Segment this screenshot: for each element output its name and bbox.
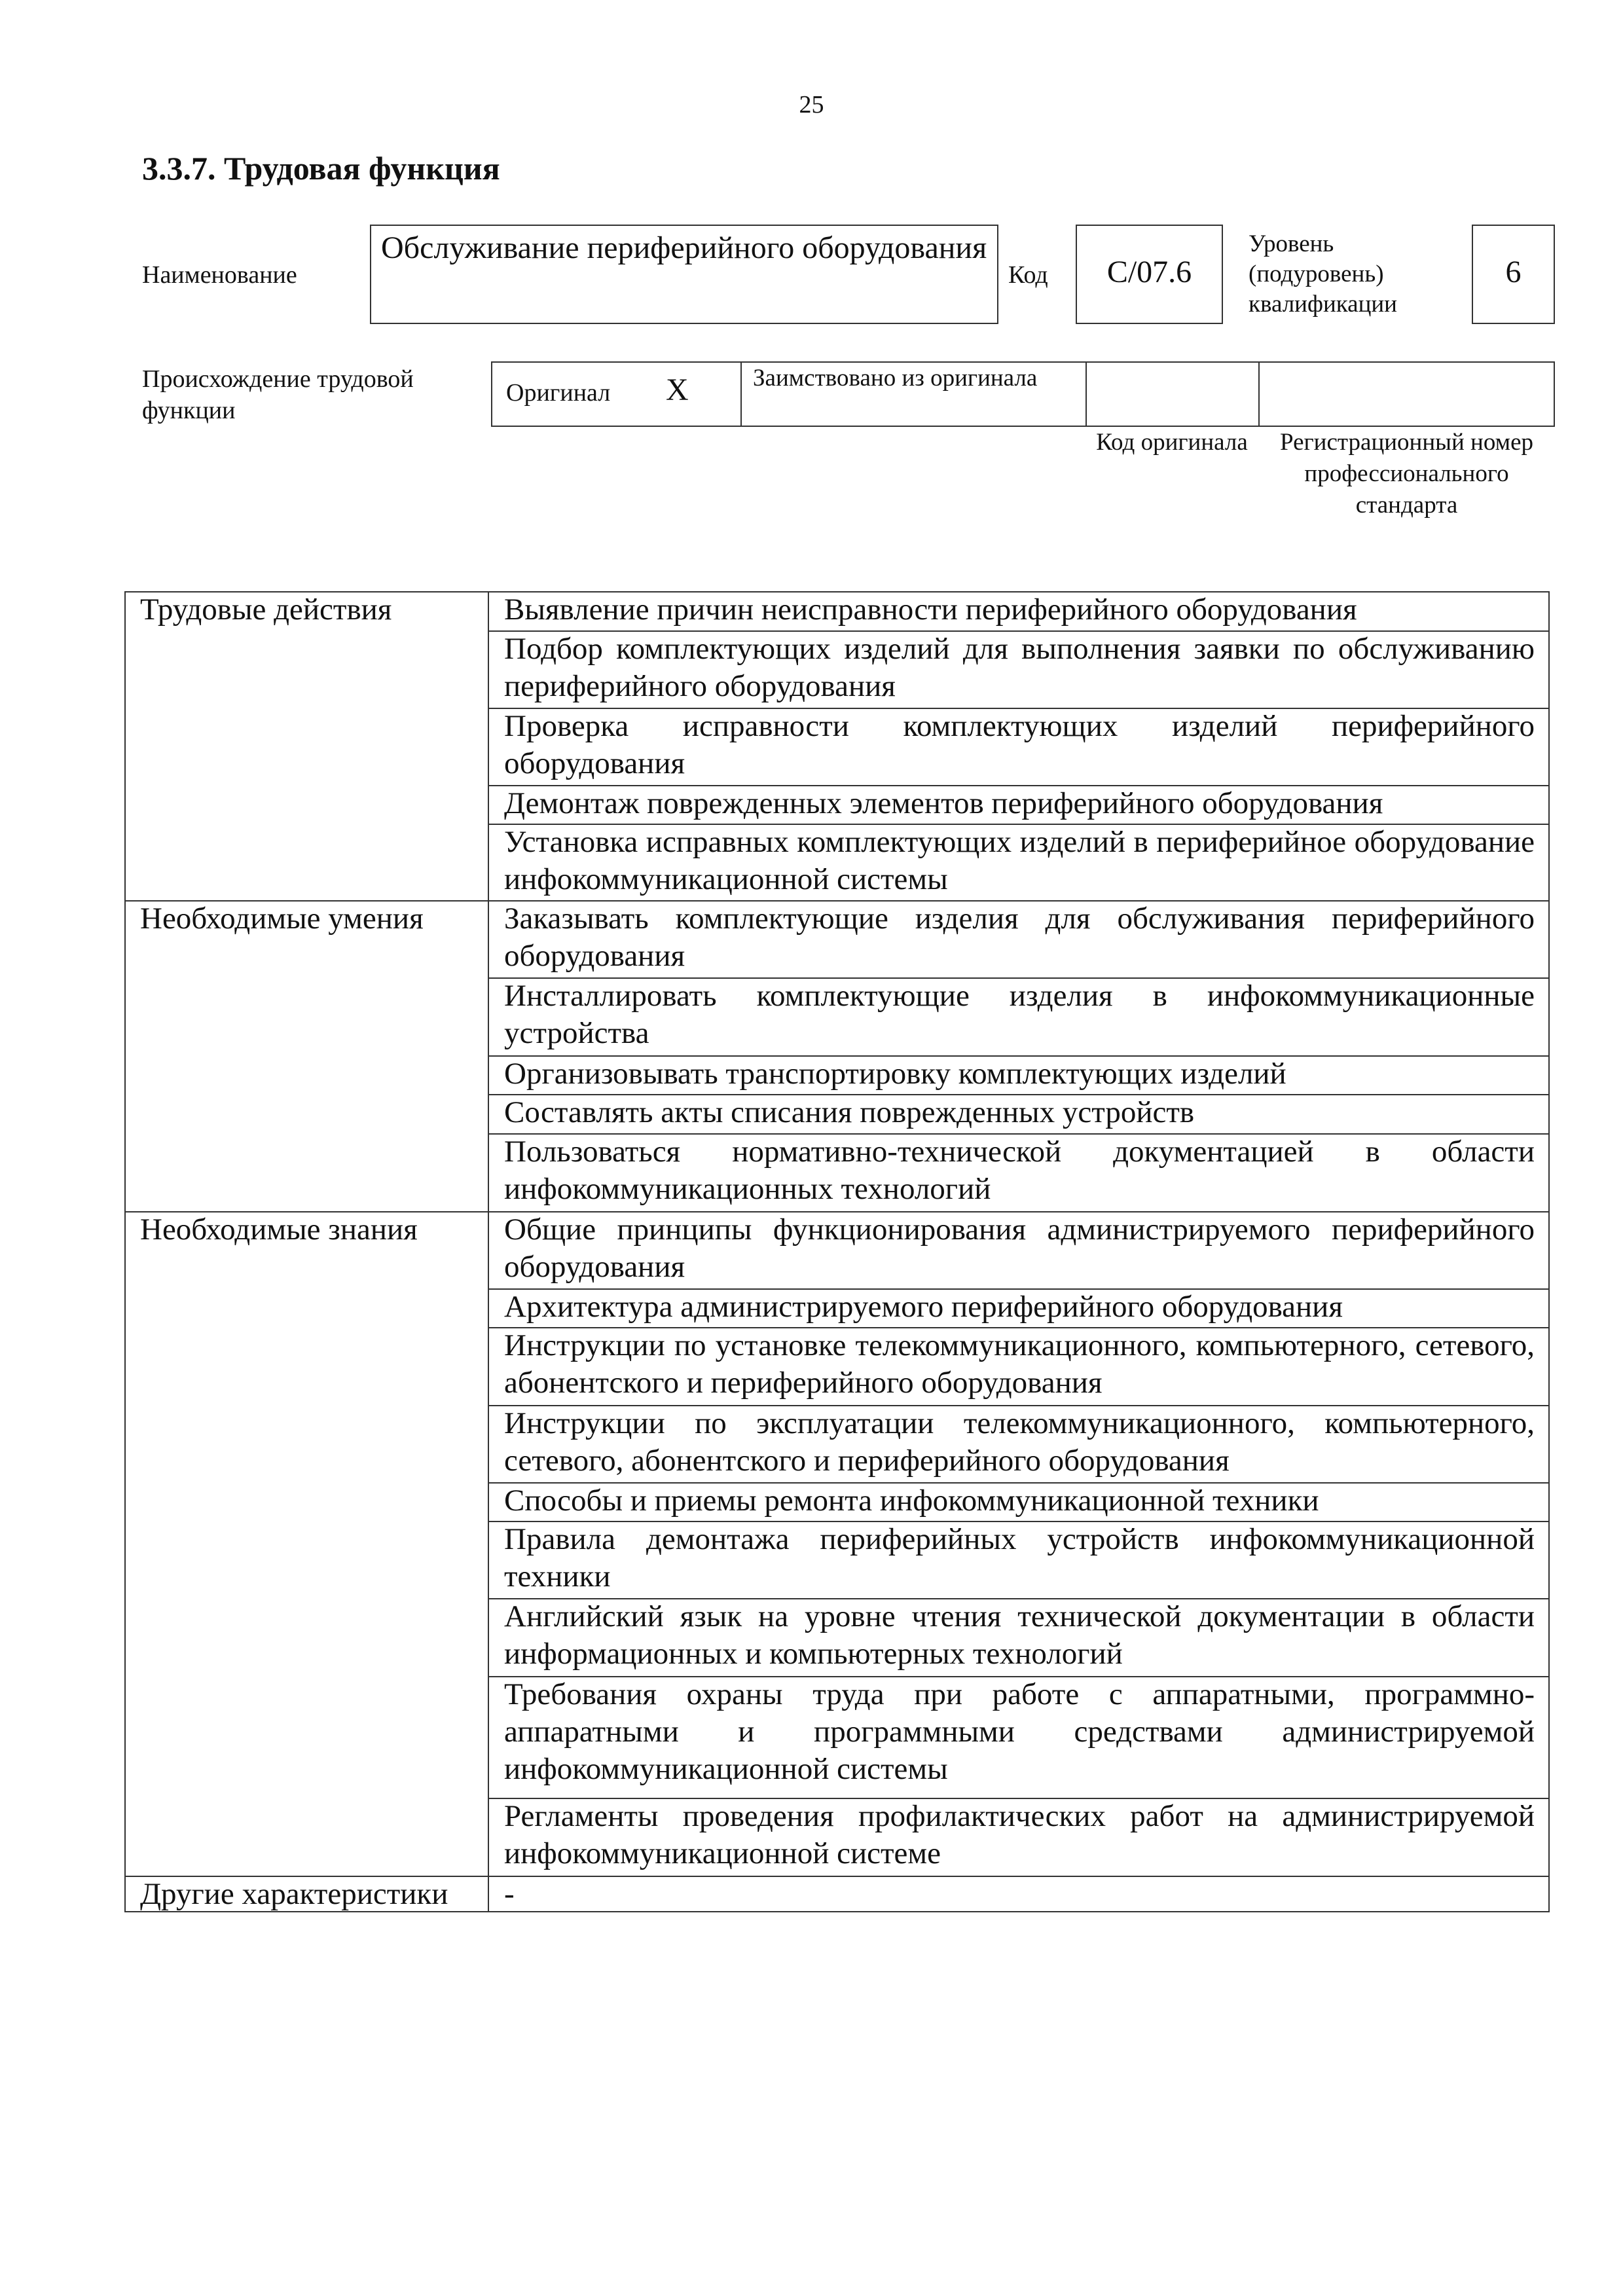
labor-action-item: Демонтаж поврежденных элементов периферийного оборудования: [504, 786, 1383, 820]
origin-divider: [740, 361, 742, 427]
knowledge-item: Требования охраны труда при работе с аппаратными, программно-аппаратными и программными средствами администрируемой инфокоммуникационной системы: [504, 1677, 1535, 1786]
code-value: C/07.6: [1106, 255, 1192, 289]
code-label: Код: [1008, 261, 1048, 289]
labor-actions-title: Трудовые действия: [140, 592, 392, 627]
knowledge-item: Архитектура администрируемого периферийного оборудования: [504, 1290, 1343, 1324]
skill-item: Заказывать комплектующие изделия для обслуживания периферийного оборудования: [504, 902, 1535, 973]
labor-action-item: Выявление причин неисправности периферийного оборудования: [504, 592, 1357, 627]
knowledge-title: Необходимые знания: [140, 1212, 418, 1247]
knowledge-item: Регламенты проведения профилактических работ на администрируемой инфокоммуникационной системе: [504, 1799, 1535, 1870]
skill-item: Составлять акты списания поврежденных устройств: [504, 1095, 1195, 1129]
knowledge-item: Общие принципы функционирования администрируемого периферийного оборудования: [504, 1212, 1535, 1284]
reg-number-label: Регистрационный номер профессионального стандарта: [1279, 429, 1533, 519]
labor-action-item: Проверка исправности комплектующих изделий периферийного оборудования: [504, 709, 1535, 780]
skill-item: Инсталлировать комплектующие изделия в инфокоммуникационные устройства: [504, 979, 1535, 1050]
name-label: Наименование: [142, 261, 297, 289]
labor-action-item: Установка исправных комплектующих изделий в периферийное оборудование инфокоммуникационной системы: [504, 825, 1535, 896]
skills-title: Необходимые умения: [140, 902, 424, 936]
origin-original-mark: X: [666, 373, 689, 407]
origin-label: Происхождение трудовой функции: [142, 365, 414, 424]
origin-divider: [1085, 361, 1087, 427]
page-number: 25: [799, 91, 824, 118]
origin-borrowed-label: Заимствовано из оригинала: [753, 365, 1038, 392]
other-value: -: [504, 1877, 515, 1911]
knowledge-item: Английский язык на уровне чтения технической документации в области информационных и компьютерных технологий: [504, 1599, 1535, 1671]
level-value: 6: [1505, 255, 1522, 289]
table-column-divider: [488, 591, 489, 1912]
name-value: Обслуживание периферийного оборудования: [381, 230, 987, 265]
code-original-label: Код оригинала: [1096, 429, 1248, 456]
skill-item: Пользоваться нормативно-технической документацией в области инфокоммуникационных технологий: [504, 1135, 1535, 1206]
skill-item: Организовывать транспортировку комплектующих изделий: [504, 1057, 1286, 1091]
knowledge-item: Инструкции по эксплуатации телекоммуникационного, компьютерного, сетевого, абонентского и периферийного оборудования: [504, 1406, 1535, 1478]
knowledge-item: Способы и приемы ремонта инфокоммуникационной техники: [504, 1484, 1319, 1518]
knowledge-item: Инструкции по установке телекоммуникационного, компьютерного, сетевого, абонентского и периферийного оборудования: [504, 1328, 1535, 1400]
level-label: Уровень (подуровень) квалификации: [1249, 230, 1397, 318]
origin-original-label: Оригинал: [506, 379, 611, 407]
knowledge-item: Правила демонтажа периферийных устройств инфокоммуникационной техники: [504, 1522, 1535, 1594]
other-title: Другие характеристики: [140, 1877, 448, 1911]
section-title: 3.3.7. Трудовая функция: [142, 150, 500, 187]
origin-divider: [1258, 361, 1260, 427]
labor-action-item: Подбор комплектующих изделий для выполнения заявки по обслуживанию периферийного оборудования: [504, 632, 1535, 703]
